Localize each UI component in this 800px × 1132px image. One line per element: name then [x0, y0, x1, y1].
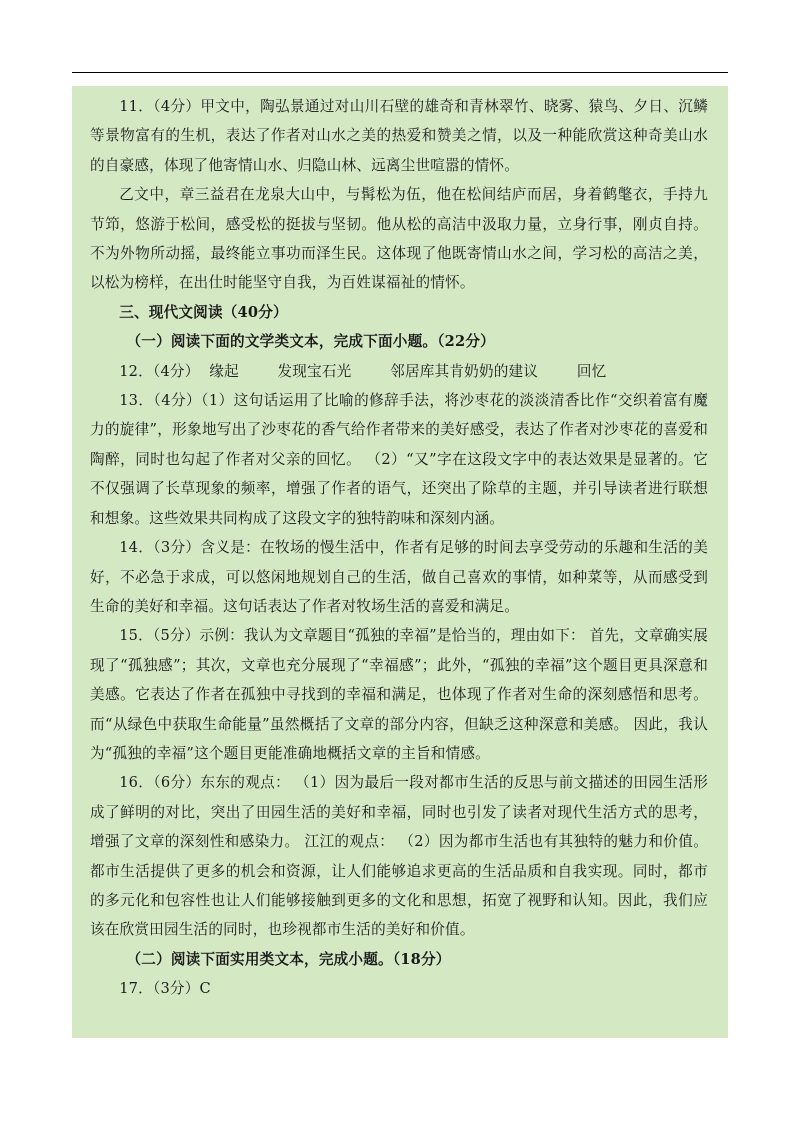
- answer-q16: 16．（6分）东东的观点： （1）因为最后一段对都市生活的反思与前文描述的田园生活形成了鲜明的对比，突出了田园生活的美好和幸福，同时也引发了读者对现代生活方式的思考，增强了文章的深刻性和感染力。 江江的观点： （2）因为都市生活也有其独特的魅力和价值。都市生活提供了更多的机会和资源，让人们能够追求更高的生活品质和自我实现。同时，都市的多元化和包容性也让人们能够接触到更多的文化和思想，拓宽了视野和认知。因此，我们应该在欣赏田园生活的同时，也珍视都市生活的美好和价值。: [90, 774, 708, 939]
- answer-q13: 13．（4分）（1）这句话运用了比喻的修辞手法，将沙枣花的淡淡清香比作“交织着富有魔力的旋律”，形象地写出了沙枣花的香气给作者带来的美好感受，表达了作者对沙枣花的喜爱和陶醉，同时也勾起了作者对父亲的回忆。 （2）“又”字在这段文字中的表达效果是显著的。它不仅强调了长草现象的频率，增强了作者的语气，还突出了除草的主题，并引导读者进行联想和想象。这些效果共同构成了这段文字的独特韵味和深刻内涵。: [90, 392, 708, 527]
- answer-q14: 14．（3分）含义是：在牧场的慢生活中，作者有足够的时间去享受劳动的乐趣和生活的美好，不必急于求成，可以悠闲地规划自己的生活，做自己喜欢的事情，如种菜等，从而感受到生命的美好和幸福。这句话表达了作者对牧场生活的喜爱和满足。: [90, 539, 708, 615]
- subsection-heading-literary: （一）阅读下面的文学类文本，完成下面小题。（22分）: [126, 333, 495, 351]
- section-heading-modern-reading: 三、现代文阅读（40分）: [119, 303, 288, 321]
- answer-q11: 11．（4分）甲文中，陶弘景通过对山川石壁的雄奇和青林翠竹、晓雾、猿鸟、夕日、沉鳞等景物富有的生机，表达了作者对山水之美的热爱和赞美之情，以及一种能欣赏这种奇美山水的自豪感，体现了他寄情山水、归隐山林、远离尘世喧嚣的情怀。: [90, 98, 708, 174]
- subsection-heading-practical: （二）阅读下面实用类文本，完成小题。（18分）: [126, 950, 451, 968]
- answer-q17: 17．（3分）C: [119, 980, 211, 998]
- answer-block: [72, 86, 728, 1038]
- header-rule: [72, 72, 728, 73]
- answer-q12: 12．（4分） 缘起 发现宝石光 邻居库其肯奶奶的建议 回忆: [119, 362, 607, 380]
- answer-q11-part-b: 乙文中，章三益君在龙泉大山中，与髯松为伍，他在松间结庐而居，身着鹤氅衣，手持九节笻，悠游于松间，感受松的挺拔与坚韧。他从松的高洁中汲取力量，立身行事，刚贞自持。不为外物所动摇，最终能立事功而泽生民。这体现了他既寄情山水之间，学习松的高洁之美，以松为榜样，在出仕时能坚守自我，为百姓谋福祉的情怀。: [90, 186, 708, 292]
- answer-q15: 15．（5分）示例：我认为文章题目“孤独的幸福”是恰当的，理由如下： 首先，文章确实展现了“孤独感”；其次，文章也充分展现了“幸福感”；此外，“孤独的幸福”这个题目更具深意和美感。它表达了作者在孤独中寻找到的幸福和满足，也体现了作者对生命的深刻感悟和思考。而“从绿色中获取生命能量”虽然概括了文章的部分内容，但缺乏这种深意和美感。 因此，我认为“孤独的幸福”这个题目更能准确地概括文章的主旨和情感。: [90, 627, 708, 762]
